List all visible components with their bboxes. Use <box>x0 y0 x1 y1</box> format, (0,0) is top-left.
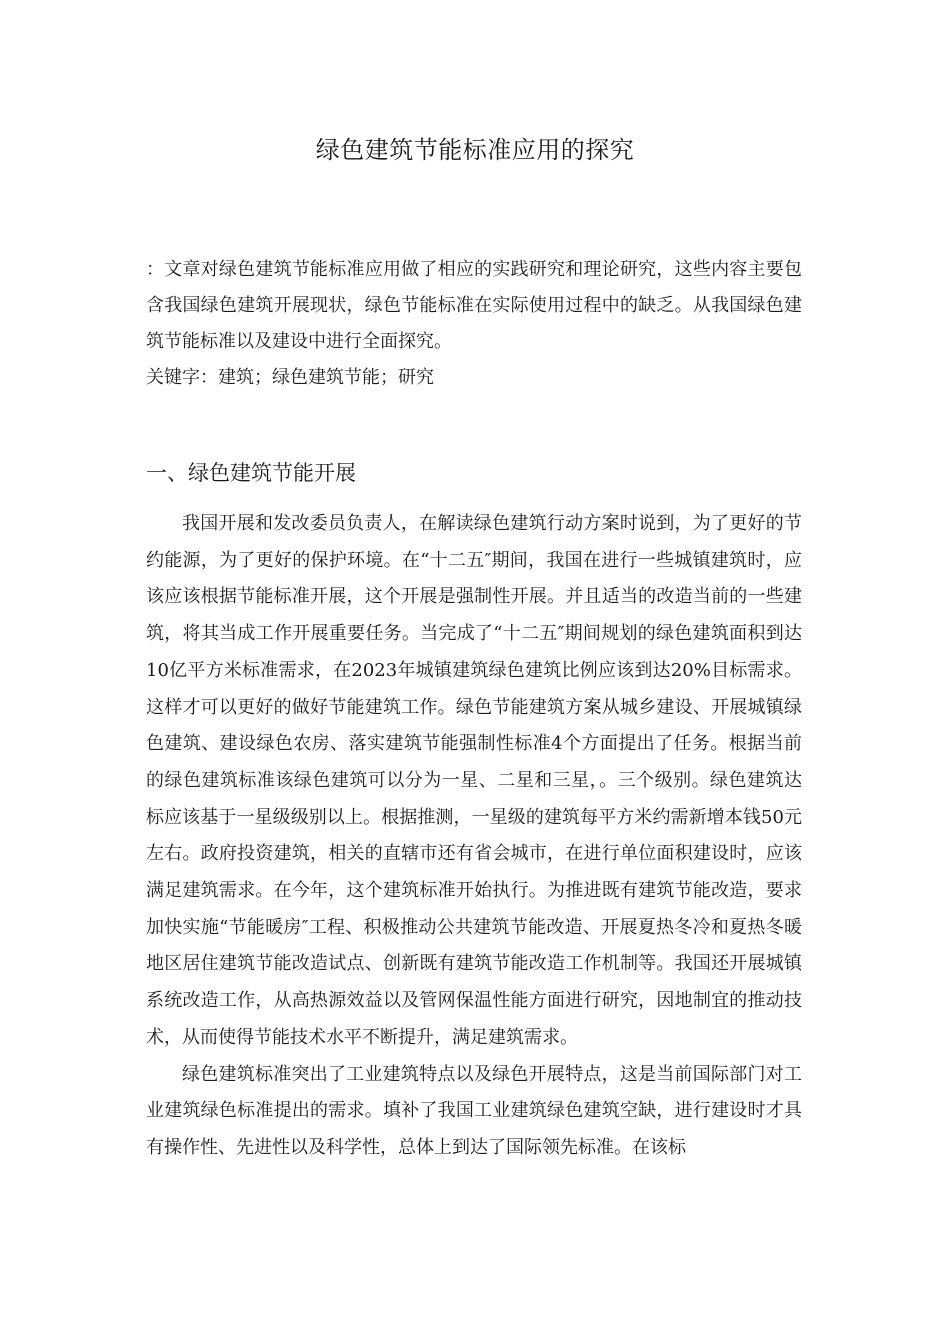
body-paragraph: 我国开展和发改委员负责人，在解读绿色建筑行动方案时说到，为了更好的节约能源，为了更好的保护环境。在“十二五″期间，我国在进行一些城镇建筑时，应该应该根据节能标准开展，这个开展是强制性开展。并且适当的改造当前的一些建筑，将其当成工作开展重要任务。当完成了“十二五″期间规划的绿色建筑面积到达10亿平方米标准需求，在2023年城镇建筑绿色建筑比例应该到达20%目标需求。这样才可以更好的做好节能建筑工作。绿色节能建筑方案从城乡建设、开展城镇绿色建筑、建设绿色农房、落实建筑节能强制性标准4个方面提出了任务。根据当前的绿色建筑标准该绿色建筑可以分为一星、二星和三星，。三个级别。绿色建筑达标应该基于一星级级别以上。根据推测，一星级的建筑每平方米约需新增本钱50元左右。政府投资建筑，相关的直辖市还有省会城市，在进行单位面积建设时，应该满足建筑需求。在今年，这个建筑标准开始执行。为推进既有建筑节能改造，要求加快实施“节能暖房″工程、积极推动公共建筑节能改造、开展夏热冬冷和夏热冬暖地区居住建筑节能改造试点、创新既有建筑节能改造工作机制等。我国还开展城镇系统改造工作，从高热源效益以及管网保温性能方面进行研究，因地制宜的推动技术，从而使得节能技术水平不断提升，满足建筑需求。 <box>146 513 802 1048</box>
keywords-text: 关键字：建筑；绿色建筑节能；研究 <box>146 367 434 388</box>
abstract-text: ：文章对绿色建筑节能标准应用做了相应的实践研究和理论研究，这些内容主要包含我国绿色建筑开展现状，绿色节能标准在实际使用过程中的缺乏。从我国绿色建筑节能标准以及建设中进行全面探究。 <box>146 259 802 352</box>
section-body <box>146 506 802 1167</box>
abstract-block <box>146 252 802 396</box>
section-heading: 一、绿色建筑节能开展 <box>146 461 356 485</box>
document-title: 绿色建筑节能标准应用的探究 <box>315 136 635 164</box>
body-paragraph: 绿色建筑标准突出了工业建筑特点以及绿色开展特点，这是当前国际部门对工业建筑绿色标准提出的需求。填补了我国工业建筑绿色建筑空缺，进行建设时才具有操作性、先进性以及科学性，总体上到达了国际领先标准。在该标 <box>146 1063 802 1158</box>
